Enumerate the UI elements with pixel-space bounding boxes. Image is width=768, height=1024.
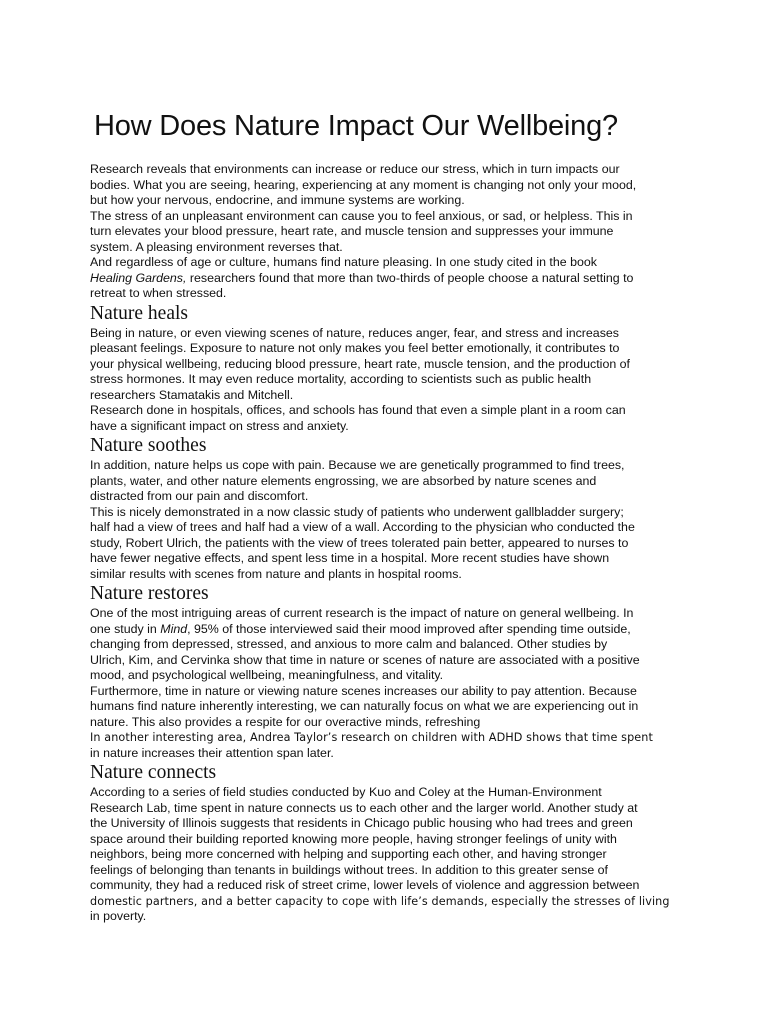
text-line: distracted from our pain and discomfort. [90, 489, 309, 503]
section-paragraph [90, 785, 680, 925]
text-line [90, 271, 680, 287]
text-fragment: , 95% of those interviewed said their mood improved after spending time outside, [187, 621, 631, 636]
text-line: According to a series of field studies conducted by Kuo and Coley at the Human-Environment [90, 785, 602, 799]
text-line: domestic partners, and a better capacity to cope with life’s demands, especially the stresses of living [90, 894, 670, 908]
text-line: Research reveals that environments can increase or reduce our stress, which in turn impacts our [90, 162, 620, 176]
text-line: Ulrich, Kim, and Cervinka show that time in nature or scenes of nature are associated with a positive [90, 652, 640, 667]
text-line: your physical wellbeing, reducing blood pressure, heart rate, muscle tension, and the production of [90, 356, 630, 371]
section-paragraph [90, 505, 680, 583]
text-line: turn elevates your blood pressure, heart rate, and muscle tension and suppresses your immune [90, 224, 614, 238]
text-line: plants, water, and other nature elements engrossing, we are absorbed by nature scenes and [90, 473, 597, 488]
text-line [90, 622, 680, 638]
text-line: nature. This also provides a respite for our overactive minds, refreshing [90, 714, 481, 729]
section-paragraph [90, 326, 680, 404]
section-paragraph [90, 606, 680, 684]
text-fragment: researchers found that more than two-thirds of people choose a natural setting to [186, 270, 634, 285]
text-line: pleasant feelings. Exposure to nature not only makes you feel better emotionally, it contributes to [90, 341, 620, 355]
page-title: How Does Nature Impact Our Wellbeing? [94, 110, 618, 142]
text-line: bodies. What you are seeing, hearing, experiencing at any moment is changing not only your mood, [90, 177, 637, 192]
text-line: in nature increases their attention span later. [90, 745, 334, 760]
text-line: retreat to when stressed. [90, 286, 227, 300]
text-line: study, Robert Ulrich, the patients with the view of trees tolerated pain better, appeared to nurses to [90, 535, 629, 550]
intro-paragraph [90, 162, 680, 209]
intro-paragraph [90, 255, 680, 302]
section-heading-nature-soothes: Nature soothes [90, 435, 207, 456]
text-line: in poverty. [90, 909, 147, 923]
text-line: but how your nervous, endocrine, and immune systems are working. [90, 193, 465, 207]
text-line: Furthermore, time in nature or viewing nature scenes increases our ability to pay attention. Because [90, 683, 637, 698]
text-line: space around their building reported knowing more people, having stronger feelings of unity with [90, 831, 617, 846]
text-line: mood, and psychological wellbeing, meaningfulness, and vitality. [90, 668, 444, 682]
text-line: have fewer negative effects, and spent less time in a hospital. More recent studies have shown [90, 551, 610, 565]
section-paragraph [90, 458, 680, 505]
text-line: changing from depressed, stressed, and anxious to more calm and balanced. Other studies by [90, 637, 608, 651]
intro-paragraph [90, 209, 680, 256]
text-line: feelings of belonging than tenants in buildings without trees. In addition to this greater sense of [90, 862, 608, 877]
text-line: half had a view of trees and half had a view of a wall. According to the physician who conducted the [90, 520, 635, 534]
text-line: Research done in hospitals, offices, and schools has found that even a simple plant in a room can [90, 403, 626, 417]
section-paragraph [90, 684, 680, 731]
text-line: Being in nature, or even viewing scenes of nature, reduces anger, fear, and stress and increases [90, 325, 619, 340]
text-line: the University of Illinois suggests that residents in Chicago public housing who had trees and green [90, 816, 633, 830]
text-line: And regardless of age or culture, humans find nature pleasing. In one study cited in the book [90, 255, 597, 269]
text-line: One of the most intriguing areas of current research is the impact of nature on general wellbeing. In [90, 606, 634, 620]
text-line: system. A pleasing environment reverses that. [90, 239, 343, 254]
text-line: researchers Stamatakis and Mitchell. [90, 387, 294, 402]
text-line: This is nicely demonstrated in a now classic study of patients who underwent gallbladder surgery; [90, 504, 624, 519]
section-heading-nature-connects: Nature connects [90, 762, 217, 783]
section-heading-nature-restores: Nature restores [90, 583, 209, 604]
text-line: stress hormones. It may even reduce mortality, according to scientists such as public health [90, 372, 592, 386]
text-line: Research Lab, time spent in nature connects us to each other and the larger world. Another study at [90, 800, 638, 815]
text-line: In addition, nature helps us cope with pain. Because we are genetically programmed to find trees, [90, 458, 625, 472]
text-line: In another interesting area, Andrea Taylor’s research on children with ADHD shows that time spent [90, 731, 653, 744]
text-line: community, they had a reduced risk of street crime, lower levels of violence and aggression between [90, 878, 640, 892]
publication-title: Mind [160, 621, 188, 636]
section-heading-nature-heals: Nature heals [90, 302, 188, 324]
article-body [90, 162, 680, 925]
text-line: similar results with scenes from nature and plants in hospital rooms. [90, 566, 462, 581]
text-fragment: one study in [90, 621, 161, 636]
section-paragraph [90, 403, 680, 434]
text-line: neighbors, being more concerned with helping and supporting each other, and having stronger [90, 847, 607, 861]
text-line: The stress of an unpleasant environment can cause you to feel anxious, or sad, or helpless. This in [90, 208, 633, 223]
text-line: have a significant impact on stress and anxiety. [90, 418, 349, 433]
book-title: Healing Gardens, [90, 270, 187, 285]
text-line: humans find nature inherently interesting, we can naturally focus on what we are experiencing out in [90, 699, 639, 713]
section-paragraph [90, 730, 680, 761]
